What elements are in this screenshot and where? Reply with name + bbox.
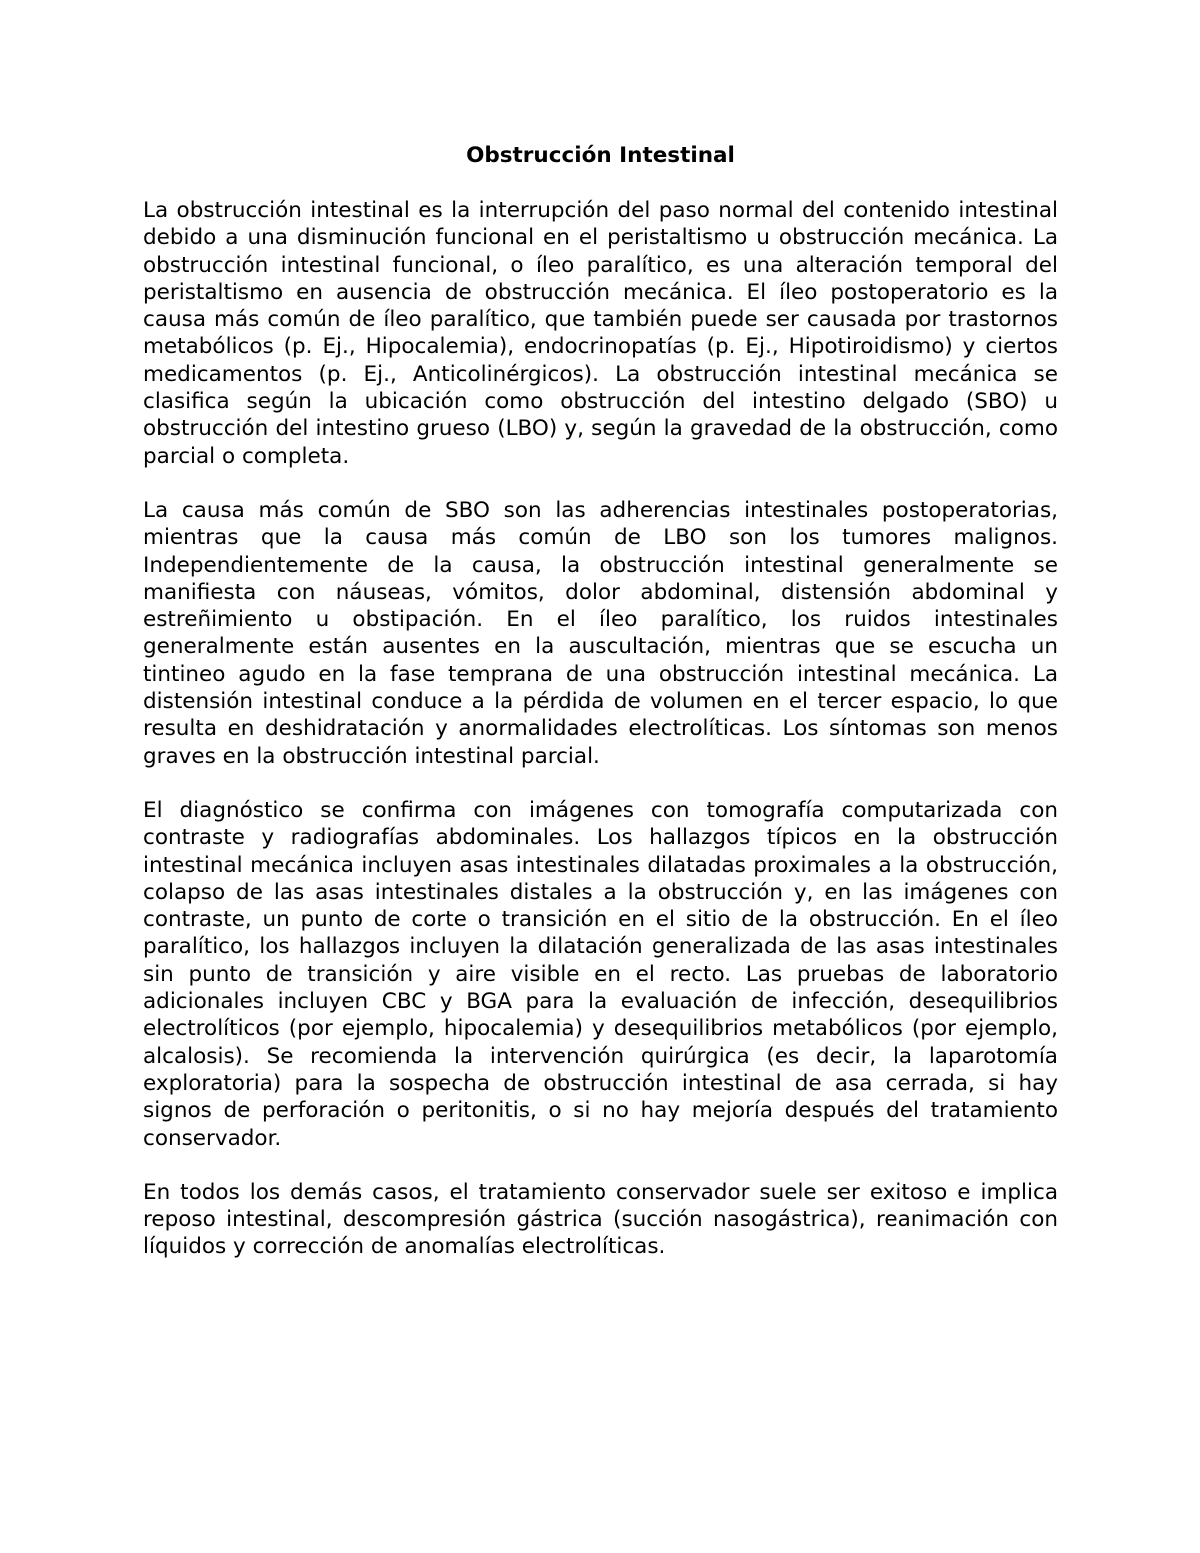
document-body	[143, 197, 1058, 1261]
paragraph-causes-symptoms: La causa más común de SBO son las adherencias intestinales postoperatorias, mientras que la causa más común de LBO son los tumores malignos. Independientemente de la causa, la obstrucción intestinal generalmente se manifiesta con náuseas, vómitos, dolor abdominal, distensión abdominal y estreñimiento u obstipación. En el íleo paralítico, los ruidos intestinales generalmente están ausentes en la auscultación, mientras que se escucha un tintineo agudo en la fase temprana de una obstrucción intestinal mecánica. La distensión intestinal conduce a la pérdida de volumen en el tercer espacio, lo que resulta en deshidratación y anormalidades electrolíticas. Los síntomas son menos graves en la obstrucción intestinal parcial.	[143, 497, 1058, 769]
document-title: Obstrucción Intestinal	[466, 143, 735, 168]
paragraph-diagnosis: El diagnóstico se confirma con imágenes con tomografía computarizada con contraste y radiografías abdominales. Los hallazgos típicos en la obstrucción intestinal mecánica incluyen asas intestinales dilatadas proximales a la obstrucción, colapso de las asas intestinales distales a la obstrucción y, en las imágenes con contraste, un punto de corte o transición en el sitio de la obstrucción. En el íleo paralítico, los hallazgos incluyen la dilatación generalizada de las asas intestinales sin punto de transición y aire visible en el recto. Las pruebas de laboratorio adicionales incluyen CBC y BGA para la evaluación de infección, desequilibrios electrolíticos (por ejemplo, hipocalemia) y desequilibrios metabólicos (por ejemplo, alcalosis). Se recomienda la intervención quirúrgica (es decir, la laparotomía exploratoria) para la sospecha de obstrucción intestinal de asa cerrada, si hay signos de perforación o peritonitis, o si no hay mejoría después del tratamiento conservador.	[143, 797, 1058, 1151]
paragraph-definition: La obstrucción intestinal es la interrupción del paso normal del contenido intestinal debido a una disminución funcional en el peristaltismo u obstrucción mecánica. La obstrucción intestinal funcional, o íleo paralítico, es una alteración temporal del peristaltismo en ausencia de obstrucción mecánica. El íleo postoperatorio es la causa más común de íleo paralítico, que también puede ser causada por trastornos metabólicos (p. Ej., Hipocalemia), endocrinopatías (p. Ej., Hipotiroidismo) y ciertos medicamentos (p. Ej., Anticolinérgicos). La obstrucción intestinal mecánica se clasifica según la ubicación como obstrucción del intestino delgado (SBO) u obstrucción del intestino grueso (LBO) y, según la gravedad de la obstrucción, como parcial o completa.	[143, 198, 1058, 469]
paragraph-treatment: En todos los demás casos, el tratamiento conservador suele ser exitoso e implica reposo intestinal, descompresión gástrica (succión nasogástrica), reanimación con líquidos y corrección de anomalías electrolíticas.	[143, 1179, 1058, 1260]
